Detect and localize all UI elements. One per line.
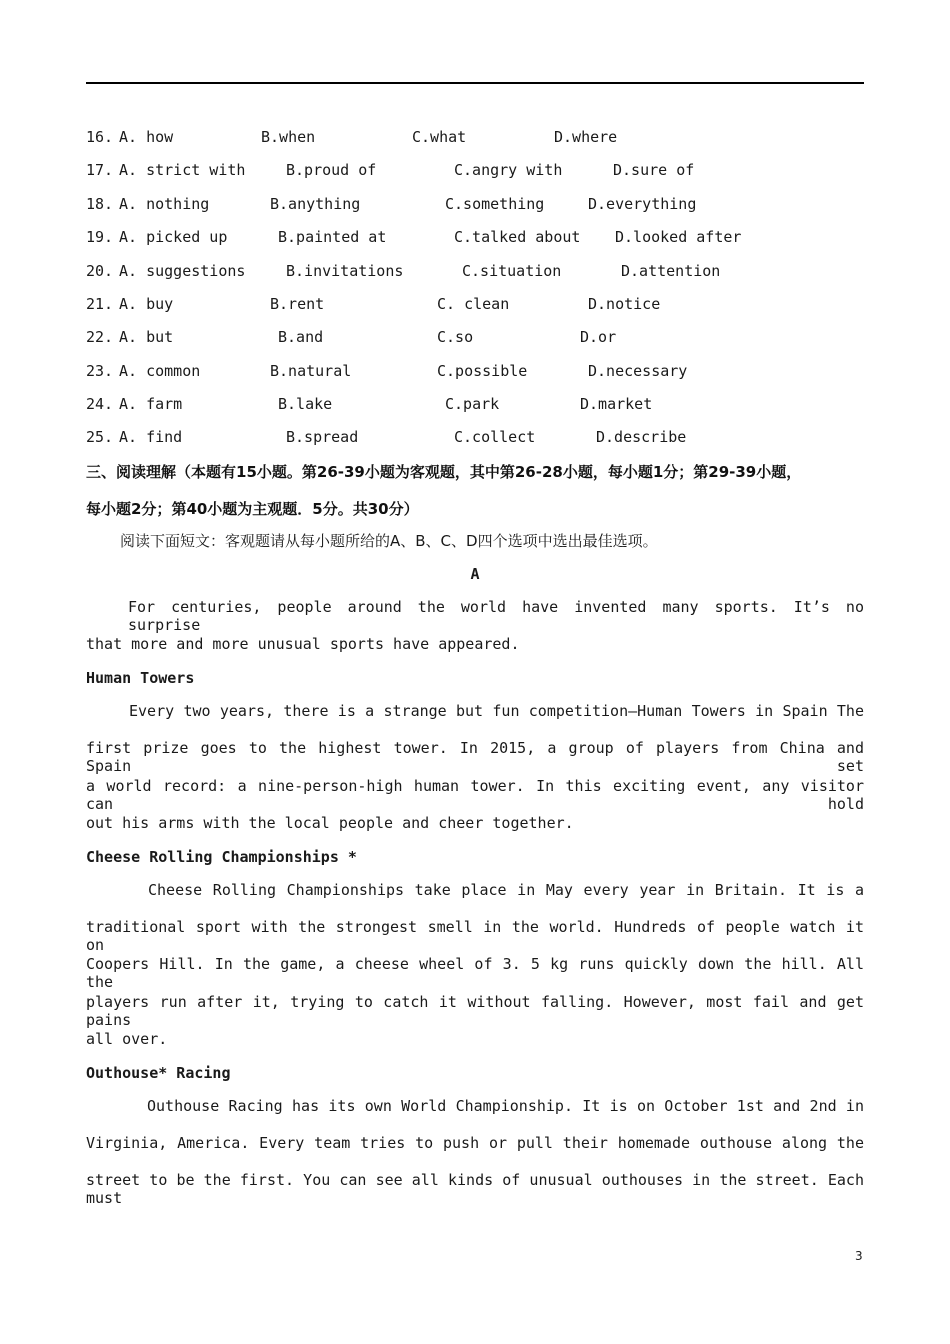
option-d: D.everything	[588, 195, 697, 213]
question-number: 21.	[86, 295, 114, 313]
option-c: C.collect	[454, 428, 536, 446]
option-a: A. farm	[119, 395, 183, 413]
paragraph-line: traditional sport with the strongest smell in the world. Hundreds of people watch it on	[86, 918, 864, 954]
question-number: 24.	[86, 395, 114, 413]
question-number: 25.	[86, 428, 114, 446]
subheading-human-towers: Human Towers	[86, 669, 195, 687]
question-number: 18.	[86, 195, 114, 213]
page-number: 3	[855, 1249, 863, 1263]
option-a: A. picked up	[119, 228, 228, 246]
paragraph-line: that more and more unusual sports have appeared.	[86, 635, 520, 653]
paragraph-line: Virginia, America. Every team tries to push or pull their homemade outhouse along the	[86, 1134, 864, 1152]
option-c: C.possible	[437, 362, 528, 380]
option-c: C.talked about	[454, 228, 581, 246]
option-d: D.market	[580, 395, 653, 413]
paragraph-line: street to be the first. You can see all kinds of unusual outhouses in the street. Each must	[86, 1171, 864, 1207]
paragraph-line: Every two years, there is a strange but fun competition—Human Towers in Spain The	[129, 702, 864, 720]
paragraph-line: Cheese Rolling Championships take place in May every year in Britain. It is a	[148, 881, 864, 899]
question-number: 17.	[86, 161, 114, 179]
option-b: B.and	[278, 328, 324, 346]
option-d: D.describe	[596, 428, 687, 446]
option-c: C.angry with	[454, 161, 563, 179]
paragraph-line: all over.	[86, 1030, 168, 1048]
paragraph-line: a world record: a nine-person-high human tower. In this exciting event, any visitor can hold	[86, 777, 864, 813]
question-number: 22.	[86, 328, 114, 346]
question-number: 20.	[86, 262, 114, 280]
option-c: C.something	[445, 195, 545, 213]
section-heading-line1: 三、阅读理解（本题有15小题。第26-39小题为客观题，其中第26-28小题，每小题1分；第29-39小题，	[86, 463, 802, 481]
paragraph-line: players run after it, trying to catch it without falling. However, most fail and get pains	[86, 993, 864, 1029]
paragraph-line: Coopers Hill. In the game, a cheese wheel of 3. 5 kg runs quickly down the hill. All the	[86, 955, 864, 991]
subheading-outhouse-racing: Outhouse* Racing	[86, 1064, 231, 1082]
section-heading-line2: 每小题2分；第40小题为主观题．5分。共30分）	[86, 500, 419, 518]
option-d: D.or	[580, 328, 617, 346]
option-c: C.situation	[462, 262, 562, 280]
option-b: B.proud of	[286, 161, 377, 179]
option-a: A. strict with	[119, 161, 246, 179]
option-a: A. how	[119, 128, 174, 146]
question-number: 23.	[86, 362, 114, 380]
option-d: D.notice	[588, 295, 661, 313]
subheading-cheese-rolling: Cheese Rolling Championships *	[86, 848, 357, 866]
instruction-text: 阅读下面短文：客观题请从每小题所给的A、B、C、D四个选项中选出最佳选项。	[120, 532, 658, 550]
option-c: C.what	[412, 128, 467, 146]
option-a: A. but	[119, 328, 174, 346]
option-b: B.rent	[270, 295, 325, 313]
paragraph-line: For centuries, people around the world have invented many sports. It’s no surprise	[128, 598, 864, 634]
passage-label: A	[470, 565, 480, 583]
paragraph-line: Outhouse Racing has its own World Championship. It is on October 1st and 2nd in	[147, 1097, 864, 1115]
option-b: B.lake	[278, 395, 333, 413]
option-d: D.looked after	[615, 228, 742, 246]
option-b: B.invitations	[286, 262, 404, 280]
paragraph-line: out his arms with the local people and cheer together.	[86, 814, 574, 832]
option-b: B.spread	[286, 428, 359, 446]
option-b: B.anything	[270, 195, 361, 213]
option-d: D.attention	[621, 262, 721, 280]
option-d: D.sure of	[613, 161, 695, 179]
question-number: 16.	[86, 128, 114, 146]
option-c: C.so	[437, 328, 474, 346]
option-d: D.necessary	[588, 362, 688, 380]
option-b: B.natural	[270, 362, 352, 380]
option-d: D.where	[554, 128, 618, 146]
option-a: A. buy	[119, 295, 174, 313]
option-a: A. suggestions	[119, 262, 246, 280]
option-b: B.when	[261, 128, 316, 146]
question-number: 19.	[86, 228, 114, 246]
option-c: C. clean	[437, 295, 510, 313]
option-a: A. common	[119, 362, 201, 380]
option-a: A. nothing	[119, 195, 210, 213]
paragraph-line: first prize goes to the highest tower. In 2015, a group of players from China and Spain set	[86, 739, 864, 775]
option-a: A. find	[119, 428, 183, 446]
option-c: C.park	[445, 395, 500, 413]
header-rule	[86, 82, 864, 84]
option-b: B.painted at	[278, 228, 387, 246]
